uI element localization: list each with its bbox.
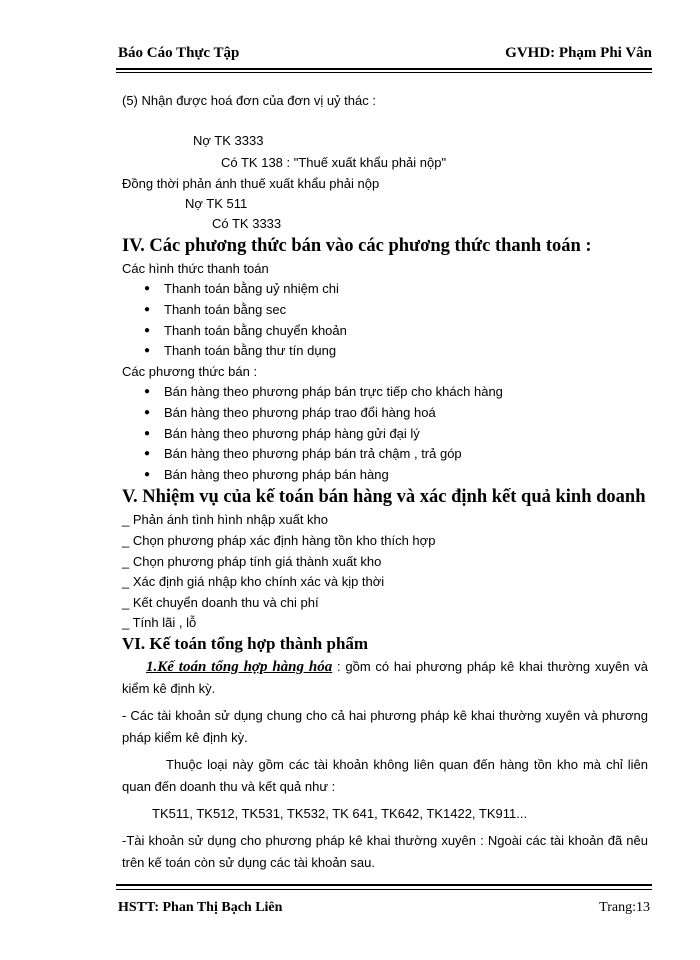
sales-item: Bán hàng theo phương pháp bán hàng [164, 467, 389, 482]
page-number: Trang:13 [599, 900, 650, 915]
sales-item: Bán hàng theo phương pháp hàng gửi đại lý [164, 426, 420, 441]
footer-student: HSTT: Phan Thị Bạch Liên [118, 900, 283, 915]
revenue-accounts-paragraph: Thuộc loại này gồm các tài khoản không liên quan đến hàng tồn kho mà chỉ liên quan đến doanh thu và kết quả như : [122, 757, 648, 794]
sales-item: Bán hàng theo phương pháp bán trả chậm , trả góp [164, 446, 462, 461]
credit-3333: Có TK 3333 [212, 216, 282, 231]
header-rule-thin [116, 72, 652, 73]
payment-item: Thanh toán bằng chuyển khoản [164, 323, 347, 338]
task-item: _ Chọn phương pháp tính giá thành xuất kho [122, 554, 382, 569]
credit-138: Có TK 138 : "Thuế xuất khẩu phải nộp" [221, 155, 447, 170]
section-4-heading: IV. Các phương thức bán vào các phương thức thanh toán : [122, 236, 592, 256]
line-5-invoice: (5) Nhận được hoá đơn của đơn vị uỷ thác : [122, 93, 376, 108]
subsection-1-label: 1.Kế toán tổng hợp hàng hóa [146, 659, 333, 675]
bullet-icon: ● [144, 469, 151, 480]
bullet-icon: ● [144, 428, 151, 439]
payment-item: Thanh toán bằng uỷ nhiệm chi [164, 281, 339, 296]
shared-accounts-paragraph: - Các tài khoản sử dụng chung cho cả hai phương pháp kê khai thường xuyên và phương pháp kiểm kê định kỳ. [122, 708, 648, 745]
header-report-title: Báo Cáo Thực Tập [118, 45, 240, 61]
task-item: _ Chọn phương pháp xác định hàng tồn kho thích hợp [122, 533, 436, 548]
simultaneous-line: Đồng thời phản ánh thuế xuất khẩu phải nộp [122, 176, 380, 191]
bullet-icon: ● [144, 386, 151, 397]
payment-item: Thanh toán bằng thư tín dụng [164, 343, 337, 358]
section-6-heading: VI. Kế toán tổng hợp thành phẩm [122, 634, 369, 653]
bullet-icon: ● [144, 345, 151, 356]
bullet-icon: ● [144, 407, 151, 418]
section-5-heading: V. Nhiệm vụ của kế toán bán hàng và xác định kết quả kinh doanh [122, 487, 646, 507]
sales-item: Bán hàng theo phương pháp bán trực tiếp cho khách hàng [164, 384, 503, 399]
task-item: _ Xác định giá nhập kho chính xác và kịp thời [122, 574, 385, 589]
footer-rule-thin [116, 889, 652, 890]
payment-item: Thanh toán bằng sec [164, 302, 287, 317]
subsection-1-text: : gồm có hai phương pháp kê khai thường xuyên và kiểm kê định kỳ. [122, 659, 648, 696]
debit-3333: Nợ TK 3333 [193, 133, 264, 148]
footer-rule [116, 884, 652, 886]
bullet-icon: ● [144, 448, 151, 459]
sales-methods-intro: Các phương thức bán : [122, 364, 258, 379]
bullet-icon: ● [144, 283, 151, 294]
subsection-1-paragraph [122, 656, 648, 700]
sales-item: Bán hàng theo phương pháp trao đổi hàng hoá [164, 405, 436, 420]
perpetual-method-paragraph: -Tài khoản sử dụng cho phương pháp kê khai thường xuyên : Ngoài các tài khoản đã nêu trên kế toán còn sử dụng các tài khoản sau. [122, 833, 648, 870]
task-item: _ Kết chuyển doanh thu và chi phí [122, 595, 319, 610]
bullet-icon: ● [144, 325, 151, 336]
task-item: _ Phản ánh tình hình nhập xuất kho [122, 512, 329, 527]
debit-511: Nợ TK 511 [185, 196, 248, 211]
account-list: TK511, TK512, TK531, TK532, TK 641, TK642, TK1422, TK911... [152, 806, 528, 821]
task-item: _ Tính lãi , lỗ [122, 615, 197, 630]
header-supervisor: GVHD: Phạm Phi Vân [505, 45, 652, 61]
header-rule [116, 68, 652, 70]
bullet-icon: ● [144, 304, 151, 315]
payment-methods-intro: Các hình thức thanh toán [122, 261, 269, 276]
